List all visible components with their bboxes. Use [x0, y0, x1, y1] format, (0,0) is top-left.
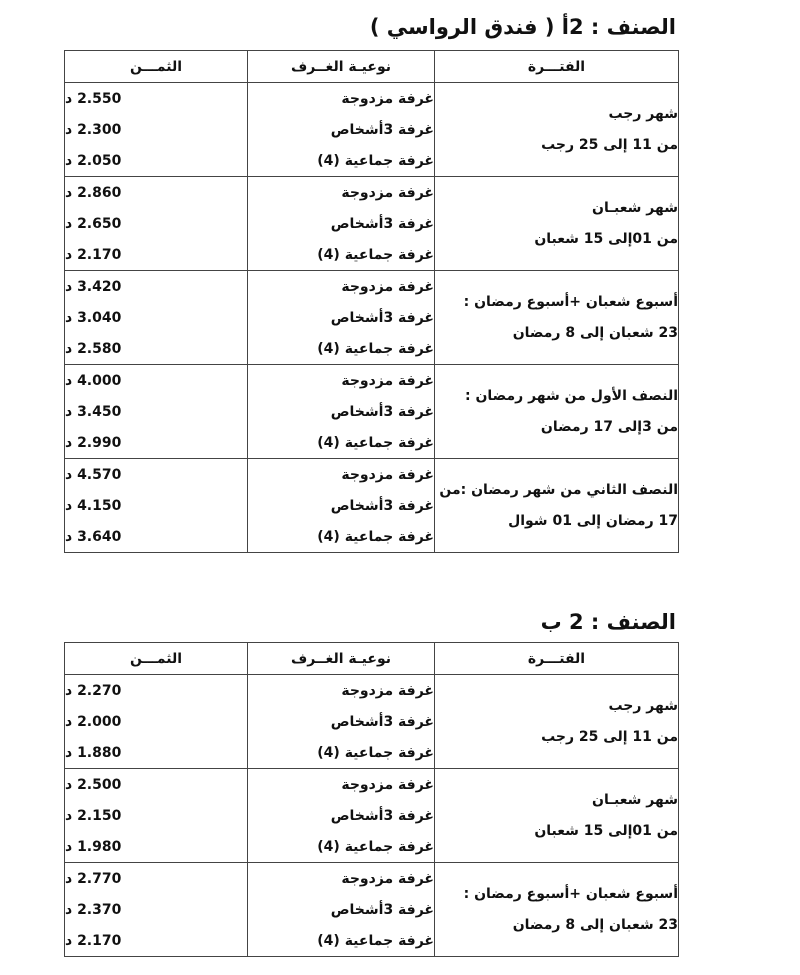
room-type-cell: غرفة مزدوجة [248, 177, 435, 209]
price-cell: 4.000 د [65, 365, 248, 397]
room-type-cell: غرفة جماعية (4) [248, 333, 435, 365]
price-cell: 2.150 د [65, 800, 248, 831]
room-type-cell: غرفة جماعية (4) [248, 145, 435, 177]
price-cell: 3.040 د [65, 302, 248, 333]
period-line: النصف الثاني من شهر رمضان :من [439, 481, 678, 498]
price-cell: 3.420 د [65, 271, 248, 303]
period-line: 17 رمضان إلى 01 شوال [508, 512, 678, 529]
room-type-cell: غرفة جماعية (4) [248, 925, 435, 957]
room-type-cell: غرفة 3أشخاص [248, 302, 435, 333]
table-row [65, 459, 679, 491]
table-row [65, 177, 679, 209]
table-header-row [65, 643, 679, 675]
period-line: من 01إلى 15 شعبان [534, 230, 678, 247]
period-cell [435, 459, 679, 553]
period-cell [435, 675, 679, 769]
price-cell: 2.860 د [65, 177, 248, 209]
room-type-cell: غرفة جماعية (4) [248, 521, 435, 553]
period-cell [435, 271, 679, 365]
period-line: شهر رجب [608, 105, 678, 122]
header-price: الثمـــن [65, 51, 248, 83]
price-cell: 3.640 د [65, 521, 248, 553]
room-type-cell: غرفة مزدوجة [248, 83, 435, 115]
header-room-type: نوعيـة الغــرف [248, 643, 435, 675]
period-line: أسبوع شعبان +أسبوع رمضان : [463, 885, 678, 902]
period-line: من 01إلى 15 شعبان [534, 822, 678, 839]
period-line: 23 شعبان إلى 8 رمضان [512, 324, 678, 341]
table-header-row [65, 51, 679, 83]
period-cell [435, 769, 679, 863]
table-row [65, 769, 679, 801]
header-period: الفتـــرة [435, 51, 679, 83]
table-row [65, 365, 679, 397]
period-cell [435, 177, 679, 271]
room-type-cell: غرفة مزدوجة [248, 365, 435, 397]
period-group [65, 863, 679, 957]
room-type-cell: غرفة 3أشخاص [248, 800, 435, 831]
period-cell [435, 365, 679, 459]
room-type-cell: غرفة جماعية (4) [248, 239, 435, 271]
section-title: الصنف : 2 ب [540, 610, 676, 634]
table-row [65, 675, 679, 707]
rates-table [64, 642, 679, 957]
header-period: الفتـــرة [435, 643, 679, 675]
period-line: أسبوع شعبان +أسبوع رمضان : [463, 293, 678, 310]
price-cell: 2.050 د [65, 145, 248, 177]
period-line: 23 شعبان إلى 8 رمضان [512, 916, 678, 933]
table-row [65, 863, 679, 895]
price-cell: 2.550 د [65, 83, 248, 115]
price-cell: 3.450 د [65, 396, 248, 427]
rate-section-2a [64, 12, 678, 553]
price-cell: 2.170 د [65, 925, 248, 957]
room-type-cell: غرفة 3أشخاص [248, 208, 435, 239]
price-cell: 2.270 د [65, 675, 248, 707]
price-cell: 2.650 د [65, 208, 248, 239]
period-group [65, 177, 679, 271]
period-group [65, 675, 679, 769]
period-line: من 3إلى 17 رمضان [540, 418, 678, 435]
period-line: من 11 إلى 25 رجب [541, 728, 678, 745]
room-type-cell: غرفة 3أشخاص [248, 490, 435, 521]
room-type-cell: غرفة مزدوجة [248, 863, 435, 895]
period-line: النصف الأول من شهر رمضان : [465, 387, 678, 404]
section-title: الصنف : 2أ ( فندق الرواسي ) [369, 15, 676, 39]
room-type-cell: غرفة مزدوجة [248, 675, 435, 707]
price-cell: 2.370 د [65, 894, 248, 925]
room-type-cell: غرفة 3أشخاص [248, 894, 435, 925]
period-group [65, 271, 679, 365]
price-cell: 2.000 د [65, 706, 248, 737]
room-type-cell: غرفة جماعية (4) [248, 737, 435, 769]
price-cell: 2.300 د [65, 114, 248, 145]
period-cell [435, 863, 679, 957]
room-type-cell: غرفة مزدوجة [248, 769, 435, 801]
price-cell: 1.880 د [65, 737, 248, 769]
room-type-cell: غرفة 3أشخاص [248, 396, 435, 427]
header-room-type: نوعيـة الغــرف [248, 51, 435, 83]
period-group [65, 459, 679, 553]
period-line: من 11 إلى 25 رجب [541, 136, 678, 153]
room-type-cell: غرفة جماعية (4) [248, 831, 435, 863]
period-line: شهر رجب [608, 697, 678, 714]
period-group [65, 365, 679, 459]
room-type-cell: غرفة 3أشخاص [248, 114, 435, 145]
price-cell: 2.770 د [65, 863, 248, 895]
price-cell: 2.170 د [65, 239, 248, 271]
period-cell [435, 83, 679, 177]
period-group [65, 769, 679, 863]
price-cell: 4.150 د [65, 490, 248, 521]
table-row [65, 83, 679, 115]
table-row [65, 271, 679, 303]
header-price: الثمـــن [65, 643, 248, 675]
room-type-cell: غرفة مزدوجة [248, 271, 435, 303]
period-line: شهر شعبـان [592, 199, 678, 216]
room-type-cell: غرفة مزدوجة [248, 459, 435, 491]
price-cell: 1.980 د [65, 831, 248, 863]
period-line: شهر شعبـان [592, 791, 678, 808]
period-group [65, 83, 679, 177]
rates-table [64, 50, 679, 553]
rate-section-2b [64, 607, 678, 957]
room-type-cell: غرفة 3أشخاص [248, 706, 435, 737]
price-cell: 2.990 د [65, 427, 248, 459]
room-type-cell: غرفة جماعية (4) [248, 427, 435, 459]
price-cell: 4.570 د [65, 459, 248, 491]
price-cell: 2.580 د [65, 333, 248, 365]
price-cell: 2.500 د [65, 769, 248, 801]
